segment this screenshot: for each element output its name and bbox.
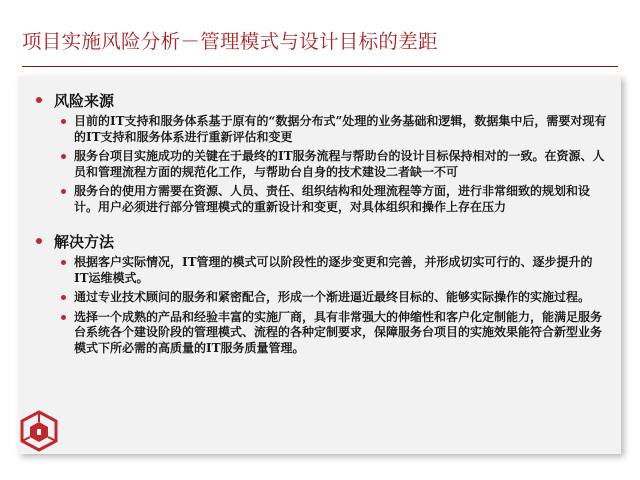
section-heading bbox=[34, 90, 607, 110]
list-item: 目前的IT支持和服务体系基于原有的“数据分布式”处理的业务基础和逻辑，数据集中后，需要对现有的IT支持和服务体系进行重新评估和变更 bbox=[74, 114, 607, 144]
section-heading-text: 风险来源 bbox=[54, 91, 115, 110]
content-panel bbox=[18, 76, 621, 454]
title-divider bbox=[22, 66, 618, 67]
list-item: 服务台项目实施成功的关键在于最终的IT服务流程与帮助台的设计目标保持相对的一致。在资源、人员和管理流程方面的规范化工作，与帮助台自身的技术建设二者缺一不可 bbox=[74, 149, 607, 180]
list-item: 服务台的使用方需要在资源、人员、责任、组织结构和处理流程等方面，进行非常细致的规划和设计。用户必须进行部分管理模式的重新设计和变更，对具体组织和操作上存在压力 bbox=[74, 184, 607, 215]
list-item: 通过专业技术顾问的服务和紧密配合，形成一个渐进逼近最终目标的、能够实际操作的实施过程。 bbox=[74, 290, 607, 306]
list-item: 根据客户实际情况，IT管理的模式可以阶段性的逐步变更和完善，并形成切实可行的、逐步提升的IT运维模式。 bbox=[74, 255, 607, 286]
bullet-list bbox=[34, 114, 607, 215]
bullet-list bbox=[34, 255, 607, 356]
section-heading-text: 解决方法 bbox=[54, 232, 115, 251]
slide-title: 项目实施风险分析－管理模式与设计目标的差距 bbox=[22, 30, 438, 53]
section-risk-sources bbox=[34, 90, 607, 215]
section-bullet-icon bbox=[36, 97, 42, 103]
section-solutions bbox=[34, 231, 607, 356]
list-item: 选择一个成熟的产品和经验丰富的实施厂商，具有非常强大的伸缩性和客户化定制能力，能满足服务台系统各个建设阶段的管理模式、流程的各种定制要求，保障服务台项目的实施效果能符合新型业务模式下所必需的高质量的IT服务质量管理。 bbox=[74, 310, 607, 357]
section-heading bbox=[34, 231, 607, 251]
cube-logo-icon bbox=[20, 410, 58, 452]
section-bullet-icon bbox=[36, 238, 42, 244]
